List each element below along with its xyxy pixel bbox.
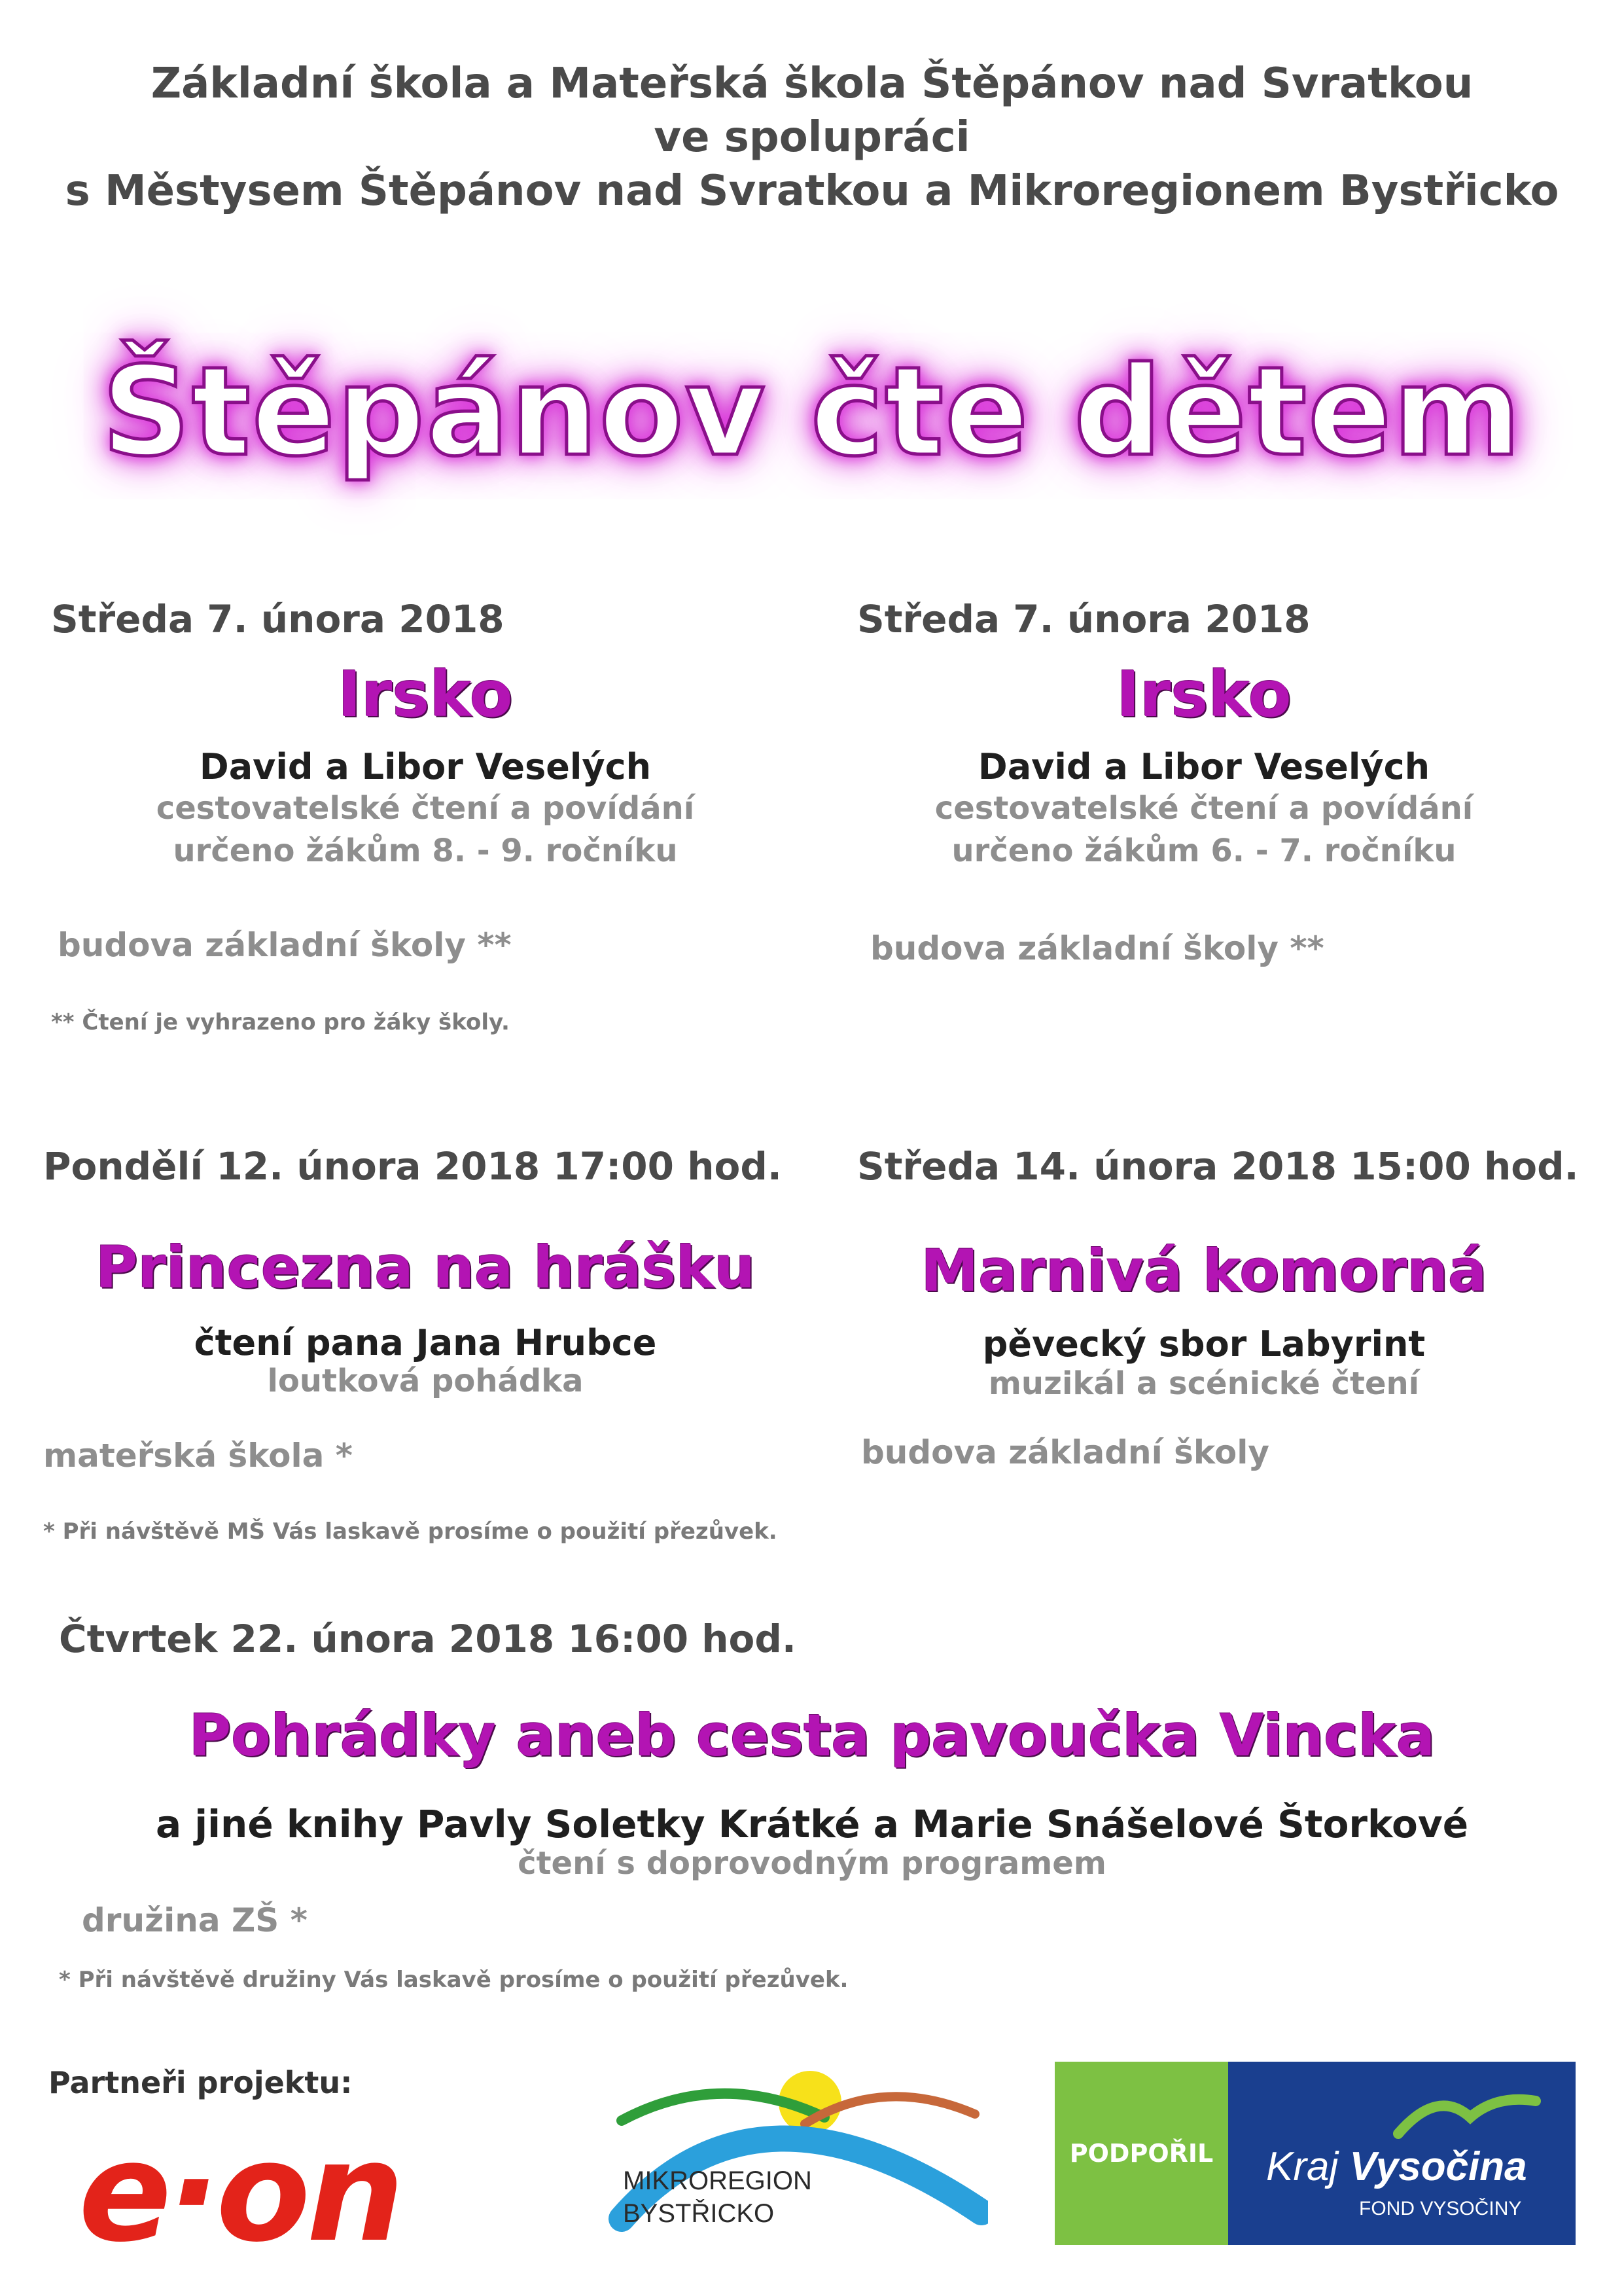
vysocina-kraj: Kraj <box>1266 2144 1339 2189</box>
event-performer: čtení pana Jana Hrubce <box>194 1322 657 1363</box>
vysocina-panel <box>1228 2062 1576 2245</box>
event-title: Pohrádky aneb cesta pavoučka Vincka <box>188 1702 1436 1769</box>
event-venue: budova základní školy ** <box>58 926 512 964</box>
event-title: Irsko <box>338 658 513 731</box>
partners-line: s Městysem Štěpánov nad Svratkou a Mikroregionem Bystřicko <box>65 167 1559 215</box>
mikroregion-logo <box>609 2062 988 2278</box>
cooperation-line: ve spolupráci <box>654 113 970 162</box>
event-audience: určeno žákům 8. - 9. ročníku <box>173 833 678 869</box>
eon-logo: e·on <box>79 2112 400 2272</box>
event-description: čtení s doprovodným programem <box>518 1845 1106 1882</box>
event-venue: družina ZŠ * <box>82 1901 308 1939</box>
vysocina-logo <box>1055 2062 1576 2245</box>
vysocina-fund: FOND VYSOČINY <box>1359 2198 1522 2219</box>
event-venue: mateřská škola * <box>43 1437 353 1475</box>
supported-badge: PODPOŘIL <box>1055 2062 1228 2245</box>
page-title: Štěpánov čte dětem <box>101 340 1523 484</box>
event-title: Princezna na hrášku <box>95 1234 756 1301</box>
event-date: Středa 14. února 2018 15:00 hod. <box>857 1144 1579 1189</box>
event-title: Marnivá komorná <box>921 1237 1487 1304</box>
event-description: cestovatelské čtení a povídání <box>934 790 1474 827</box>
event-performer: David a Libor Veselých <box>199 746 652 787</box>
event-description: loutková pohádka <box>267 1363 584 1399</box>
event-performer: David a Libor Veselých <box>978 746 1430 787</box>
mikroregion-line1: MIKROREGION <box>623 2166 812 2195</box>
event-date: Středa 7. února 2018 <box>857 597 1311 641</box>
event-description: muzikál a scénické čtení <box>988 1365 1420 1402</box>
event-description: cestovatelské čtení a povídání <box>156 790 695 827</box>
vysocina-name: Vysočina <box>1349 2144 1527 2189</box>
event-audience: určeno žákům 6. - 7. ročníku <box>951 833 1456 869</box>
event-date: Středa 7. února 2018 <box>51 597 504 641</box>
event-venue: budova základní školy <box>861 1433 1269 1471</box>
event-note: * Při návštěvě MŠ Vás laskavě prosíme o použití přezůvek. <box>43 1518 777 1545</box>
event-note: * Při návštěvě družiny Vás laskavě prosíme o použití přezůvek. <box>59 1967 849 1993</box>
event-title: Irsko <box>1116 658 1292 731</box>
event-note: ** Čtení je vyhrazeno pro žáky školy. <box>51 1009 510 1035</box>
event-date: Čtvrtek 22. února 2018 16:00 hod. <box>59 1617 796 1661</box>
vysocina-swoosh-icon <box>1392 2088 1542 2147</box>
event-performer: a jiné knihy Pavly Soletky Krátké a Marie Snášelové Štorkové <box>155 1802 1469 1846</box>
mikroregion-line2: BYSTŘICKO <box>623 2199 775 2228</box>
event-date: Pondělí 12. února 2018 17:00 hod. <box>43 1144 782 1189</box>
partners-label: Partneři projektu: <box>48 2065 353 2100</box>
organizer-line: Základní škola a Mateřská škola Štěpánov nad Svratkou <box>150 60 1474 108</box>
event-venue: budova základní školy ** <box>870 929 1324 967</box>
event-performer: pěvecký sbor Labyrint <box>982 1323 1426 1365</box>
